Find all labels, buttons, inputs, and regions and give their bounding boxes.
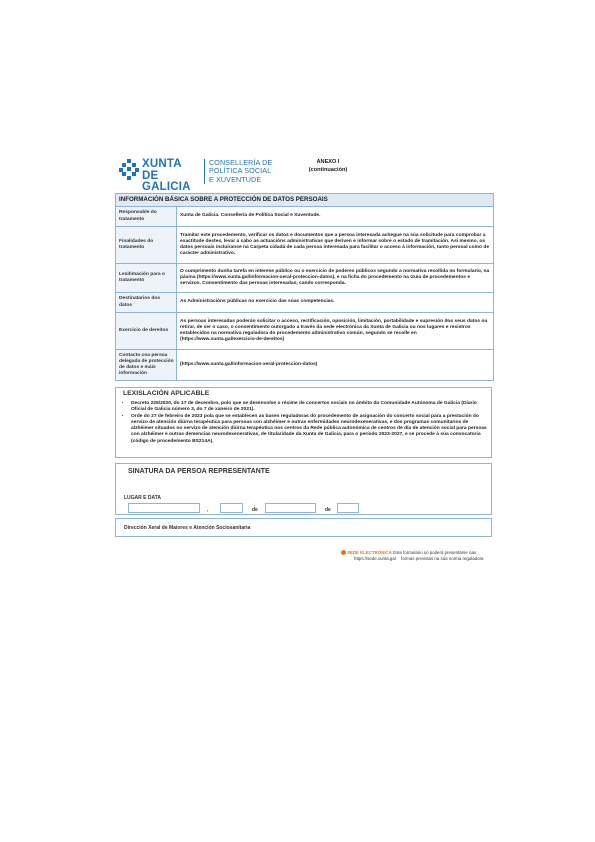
row-value: Tramitar este procedemento, verificar os datos e documentos que a persoa interesada achegue na súa solicitude para comprobar a exactitude destes, levar a cabo as actuacións administrativas que deriven e informar sobre o estado de tramitación. Así mesmo, os datos persoais incluíranse na Carpeta cidadá de cada persoa interesada para facilitar o acceso á información, tanto persoal como de carácter administrativo.	[180, 232, 490, 257]
table-row	[116, 293, 493, 313]
signature-title: SINATURA DA PERSOA REPRESENTANTE	[128, 468, 270, 475]
logo-line-1: XUNTA	[142, 158, 182, 170]
sede-footer	[341, 550, 493, 562]
sede-line-2	[341, 556, 493, 562]
xunta-logo	[119, 158, 209, 193]
legislation-box	[115, 387, 492, 458]
conselleria-line-3: E XUVENTUDE	[209, 174, 262, 184]
table-row	[116, 264, 493, 293]
row-value: (https://www.xunta.gal/informacion-xeral-proteccion-datos)	[180, 361, 318, 367]
row-label: Lexitimación para o tratamento	[116, 264, 177, 292]
place-date-label: LUGAR E DATA	[124, 495, 162, 501]
sede-electronica-icon	[341, 550, 346, 555]
row-label: Exercicio de dereitos	[116, 313, 177, 349]
place-input[interactable]	[128, 503, 200, 513]
row-label: Contacto coa persoa delegada de protección de datos e máis información	[116, 350, 177, 380]
conselleria-name	[209, 159, 272, 184]
month-input[interactable]	[265, 503, 316, 513]
de-separator-2: de	[325, 507, 331, 513]
logo-line-2: DE GALICIA	[142, 169, 191, 193]
day-input[interactable]	[220, 503, 243, 513]
sede-url-link[interactable]: https://sede.xunta.gal	[354, 556, 396, 561]
table-row	[116, 207, 493, 227]
year-input[interactable]	[337, 503, 359, 513]
comma-separator: ,	[207, 507, 209, 513]
row-value: As persoas interesadas poderán solicitar o acceso, rectificación, oposición, limitación, portabilidade e supresión dos seus datos ou retirar, de ser o caso, o consentimento outorgado a través da sede electrónica da Xunta de Galicia ou nos lugares e rexistros establecidos na normativa reguladora do procedemento administrativo común, segundo se recolle en (https://www.xunta.gal/exercicio-de-dereitos)	[180, 318, 488, 343]
sede-note-2: formas previstas na súa norma reguladora	[400, 556, 484, 561]
table-row	[116, 313, 493, 350]
table-row	[116, 350, 493, 380]
conselleria-line-1: CONSELLERÍA DE	[209, 158, 273, 167]
list-item: • Orde do 27 de febreiro de 2023 pola que se establecen as bases reguladoras do procedemento de asignación do concerto social para a prestación do servizo de atención diúrna terapéutica para persoas con alzhéimer e outras enfermidades neurodexenerativas, e dos programas comunitarios de alzhéimer situados no servizo de atención diúrna terapéutica nos centros da Rede pública autonómica de centros de día de atención social para persoas con alzhéimer e outras demencias neurodexenerativas, de titularidade da Xunta de Galicia, para o período 2023-2027, e se procede á súa convocatoria (código de procedemento BS214A).	[131, 414, 491, 445]
annex-subtitle: (continuación)	[308, 166, 348, 173]
row-value: As Administracións públicas no exercicio das súas competencias.	[180, 299, 335, 305]
de-separator-1: de	[252, 507, 258, 513]
data-protection-title: INFORMACIÓN BÁSICA SOBRE A PROTECCIÓN DE DATOS PERSOAIS	[116, 194, 493, 207]
logo-wordmark	[142, 159, 209, 194]
sede-note-1: Este formulario só poderá presentarse nas	[393, 550, 477, 555]
conselleria-line-2: POLÍTICA SOCIAL	[209, 166, 272, 176]
legislation-title: LEXISLACIÓN APLICABLE	[123, 390, 210, 397]
data-protection-table	[115, 193, 494, 381]
table-row	[116, 227, 493, 264]
legislation-list	[122, 401, 491, 445]
row-label: Finalidades do tratamento	[116, 227, 177, 263]
annex-title: ANEXO I	[316, 159, 340, 165]
signature-box	[115, 463, 492, 515]
sede-label: SEDE ELECTRÓNICA	[347, 550, 392, 555]
row-label: Responsable do tratamento	[116, 207, 177, 226]
xunta-emblem-icon	[119, 159, 139, 181]
row-value: O cumprimento dunha tarefa en interese público ou o exercicio de poderes públicos segundo a normativa recollida no formulario, na páxina (https://www.xunta.gal/informacion-xeral-proteccion-datos), e na ficha do procedemento na Guía de procedementos e servizos. Consentimento das persoas interesadas, cando corresponda.	[180, 268, 490, 287]
row-value: Xunta de Galicia. Consellería de Política Social e Xuventude.	[180, 213, 321, 219]
list-item: • Decreto 225/2020, do 17 de decembro, polo que se desenvolve o réxime de concertos sociais no ámbito da Comunidade Autónoma de Galicia (Diario Oficial de Galicia número 3, do 7 de xaneiro de 2021).	[131, 401, 491, 414]
row-label: Destinatarios dos datos	[116, 293, 177, 312]
direction-box: Dirección Xeral de Maiores e Atención Sociosanitaria	[115, 518, 492, 537]
logo-divider	[204, 159, 205, 184]
annex-heading	[296, 159, 360, 174]
